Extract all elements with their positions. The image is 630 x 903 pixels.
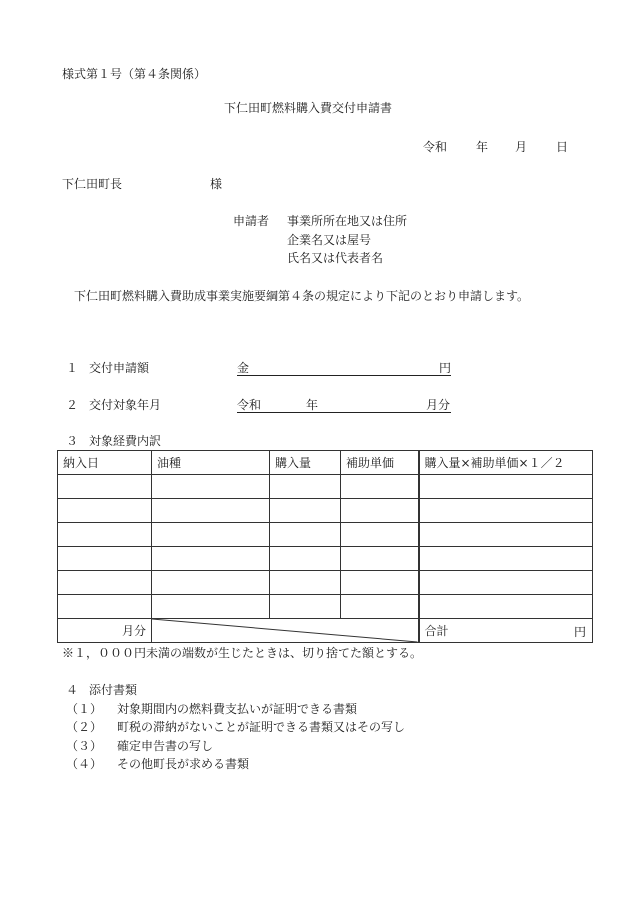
table-cell[interactable] [270, 523, 341, 547]
total-unit: 円 [573, 625, 586, 639]
table-cell[interactable] [152, 523, 270, 547]
table-cell[interactable] [419, 571, 593, 595]
table-cell[interactable] [270, 595, 341, 619]
item4-label: 添付書類 [89, 683, 138, 697]
item4-number: ４ [66, 683, 79, 697]
diagonal-line [152, 619, 418, 642]
table-cell[interactable] [58, 475, 152, 499]
table-cell[interactable] [341, 475, 419, 499]
document-title: 下仁田町燃料購入費交付申請書 [224, 101, 393, 115]
form-number: 様式第１号（第４条関係） [62, 67, 207, 81]
item1-label: 交付申請額 [89, 361, 150, 375]
table-cell[interactable] [152, 547, 270, 571]
header-delivery-date: 納入日 [58, 451, 152, 475]
table-row [58, 499, 593, 523]
table-cell[interactable] [341, 523, 419, 547]
date-day: 日 [556, 140, 569, 154]
table-cell[interactable] [341, 571, 419, 595]
rounding-note: ※１，０００円未満の端数が生じたときは、切り捨てた額とする。 [62, 646, 423, 660]
table-row [58, 595, 593, 619]
expense-breakdown-table [57, 450, 593, 643]
table-cell[interactable] [270, 499, 341, 523]
table-row [58, 523, 593, 547]
item3-number: ３ [66, 434, 79, 448]
item2-era: 令和 [237, 398, 262, 412]
attachment-1-number: （１） [66, 702, 103, 716]
application-statement: 下仁田町燃料購入費助成事業実施要綱第４条の規定により下記のとおり申請します。 [74, 289, 530, 303]
attachment-2-number: （２） [66, 720, 103, 734]
table-cell[interactable] [419, 499, 593, 523]
table-row [58, 547, 593, 571]
table-cell[interactable] [58, 499, 152, 523]
date-era: 令和 [423, 140, 448, 154]
total-cell[interactable] [419, 619, 593, 643]
table-cell[interactable] [270, 571, 341, 595]
table-cell[interactable] [341, 499, 419, 523]
attachment-3-number: （３） [66, 739, 103, 753]
table-total-row [58, 619, 593, 643]
table-cell[interactable] [341, 547, 419, 571]
applicant-label: 申請者 [233, 214, 270, 228]
table-row [58, 571, 593, 595]
attachment-1-text: 対象期間内の燃料費支払いが証明できる書類 [117, 702, 358, 716]
item2-number: ２ [66, 398, 79, 412]
item2-suffix: 月分 [426, 398, 451, 412]
table-cell[interactable] [152, 475, 270, 499]
table-row [58, 475, 593, 499]
addressee-name: 下仁田町長 [62, 177, 123, 191]
header-formula: 購入量×補助単価×１／２ [419, 451, 593, 475]
table-cell[interactable] [419, 523, 593, 547]
attachment-4-text: その他町長が求める書類 [117, 757, 250, 771]
table-cell[interactable] [419, 475, 593, 499]
header-subsidy-unit-price: 補助単価 [341, 451, 419, 475]
table-cell[interactable] [152, 595, 270, 619]
table-cell[interactable] [419, 547, 593, 571]
item1-prefix: 金 [237, 361, 250, 375]
date-year: 年 [476, 140, 489, 154]
table-cell[interactable] [58, 547, 152, 571]
item1-underline [237, 375, 451, 376]
total-label: 合計 [424, 624, 449, 638]
table-cell[interactable] [341, 595, 419, 619]
item1-number: １ [66, 361, 79, 375]
attachment-2-text: 町税の滞納がないことが証明できる書類又はその写し [117, 720, 406, 734]
item1-suffix: 円 [439, 361, 452, 375]
table-cell[interactable] [58, 595, 152, 619]
table-cell[interactable] [419, 595, 593, 619]
header-fuel-type: 油種 [152, 451, 270, 475]
applicant-company: 企業名又は屋号 [287, 233, 372, 247]
header-purchase-amount: 購入量 [270, 451, 341, 475]
item2-label: 交付対象年月 [89, 398, 162, 412]
applicant-representative: 氏名又は代表者名 [287, 251, 384, 265]
table-header-row [58, 451, 593, 475]
table-cell[interactable] [270, 475, 341, 499]
applicant-address: 事業所所在地又は住所 [287, 214, 408, 228]
table-cell[interactable] [152, 571, 270, 595]
item3-label: 対象経費内訳 [89, 434, 162, 448]
table-cell[interactable] [270, 547, 341, 571]
month-label: 月分 [58, 619, 152, 643]
attachment-3-text: 確定申告書の写し [117, 739, 214, 753]
attachment-4-number: （４） [66, 757, 103, 771]
date-month: 月 [515, 140, 528, 154]
table-cell[interactable] [58, 523, 152, 547]
addressee-honorific: 様 [210, 177, 223, 191]
item2-underline [237, 412, 451, 413]
table-cell[interactable] [58, 571, 152, 595]
table-cell[interactable] [152, 499, 270, 523]
diagonal-strike-cell [152, 619, 419, 643]
item2-year: 年 [306, 398, 319, 412]
